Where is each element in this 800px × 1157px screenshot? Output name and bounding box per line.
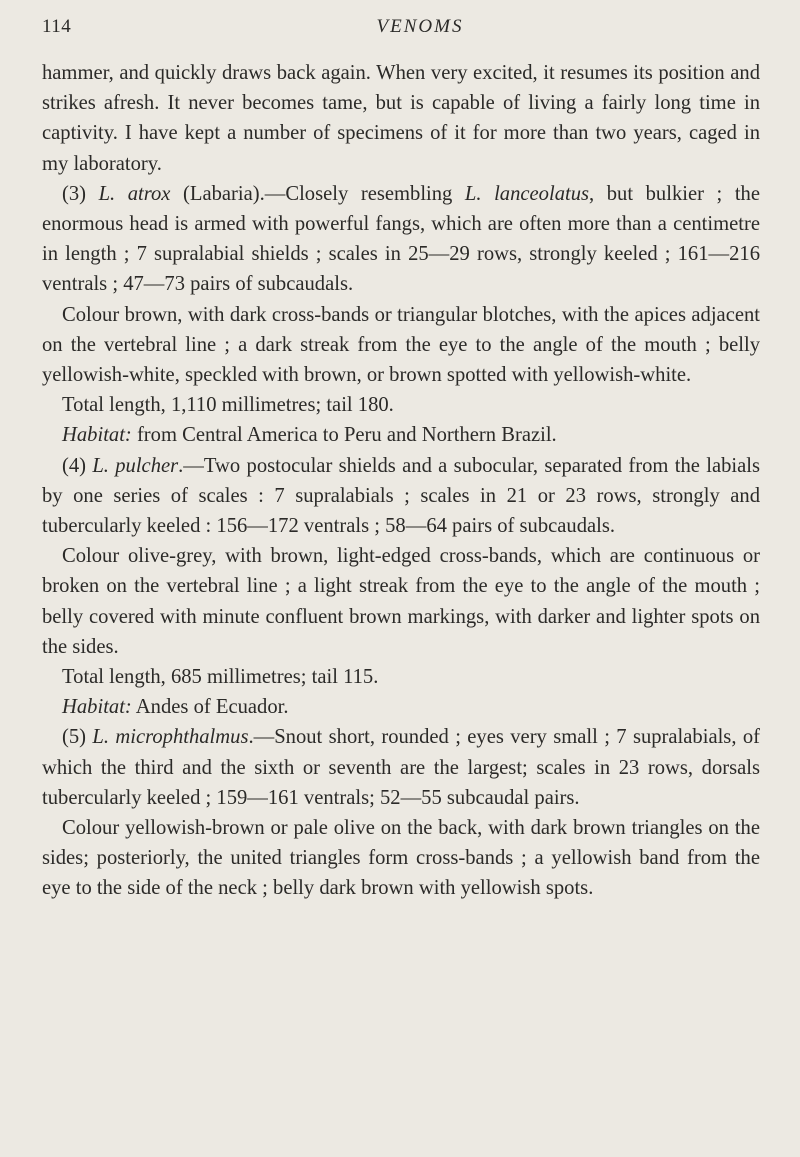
species-reference: L. lanceolatus	[464, 182, 590, 205]
total-length: Total length, 685 millimetres; tail 115.	[62, 666, 379, 689]
paragraph-continuation: hammer, and quickly draws back again. When very excited, it resumes its position and strikes afresh. It never becomes tame, but is capable of living a fairly long time in captivity. I have kept a number of specimens of it for more than two years, caged in my laboratory.	[42, 62, 760, 175]
species-name: L. atrox	[98, 182, 171, 205]
habitat-line: Habitat: from Central America to Peru and Northern Brazil.	[62, 424, 557, 447]
species-entry-microphthalmus: (5) L. microphthalmus.—Snout short, rounded ; eyes very small ; 7 supralabials, of which the third and the sixth or seventh are the largest; scales in 23 rows, dorsals tubercularly keeled ; 159—161 ventrals; 52—55 subcaudal pairs.	[42, 726, 760, 809]
species-entry-atrox: (3) L. atrox (Labaria).—Closely resembling L. lanceolatus, but bulkier ; the enormous head is armed with powerful fangs, which are often more than a centimetre in length ; 7 supralabial shields ; scales in 25—29 rows, strongly keeled ; 161—216 ventrals ; 47—73 pairs of subcaudals.	[42, 182, 760, 296]
body-text	[42, 58, 760, 904]
species-name: L. pulcher	[92, 454, 179, 477]
colour-description: Colour olive-grey, with brown, light-edged cross-bands, which are continuous or broken on the vertebral line ; a light streak from the eye to the angle of the mouth ; belly covered with minute confluent brown markings, with darker and lighter spots on the sides.	[42, 545, 760, 658]
species-entry-pulcher: (4) L. pulcher.—Two postocular shields and a subocular, separated from the labials by one series of scales : 7 supralabials ; scales in 21 or 23 rows, strongly and tubercularly keeled : 156—172 ventrals ; 58—64 pairs of subcaudals.	[42, 454, 760, 538]
page-header	[42, 16, 758, 42]
colour-description: Colour brown, with dark cross-bands or triangular blotches, with the apices adjacent on the vertebral line ; a dark streak from the eye to the angle of the mouth ; belly yellowish-white, speckled with brown, or brown spotted with yellowish-white.	[42, 303, 760, 387]
total-length: Total length, 1,110 millimetres; tail 180.	[62, 394, 394, 417]
running-title: VENOMS	[376, 16, 464, 37]
species-name: L. microphthalmus	[92, 726, 249, 749]
habitat-label: Habitat:	[62, 424, 132, 447]
colour-description: Colour yellowish-brown or pale olive on the back, with dark brown triangles on the sides; posteriorly, the united triangles form cross-bands ; a yellowish band from the eye to the side of the neck ; belly dark brown with yellowish spots.	[42, 817, 760, 900]
habitat-line: Habitat: Andes of Ecuador.	[62, 696, 289, 719]
page-number: 114	[42, 16, 72, 37]
habitat-label: Habitat:	[62, 696, 132, 719]
